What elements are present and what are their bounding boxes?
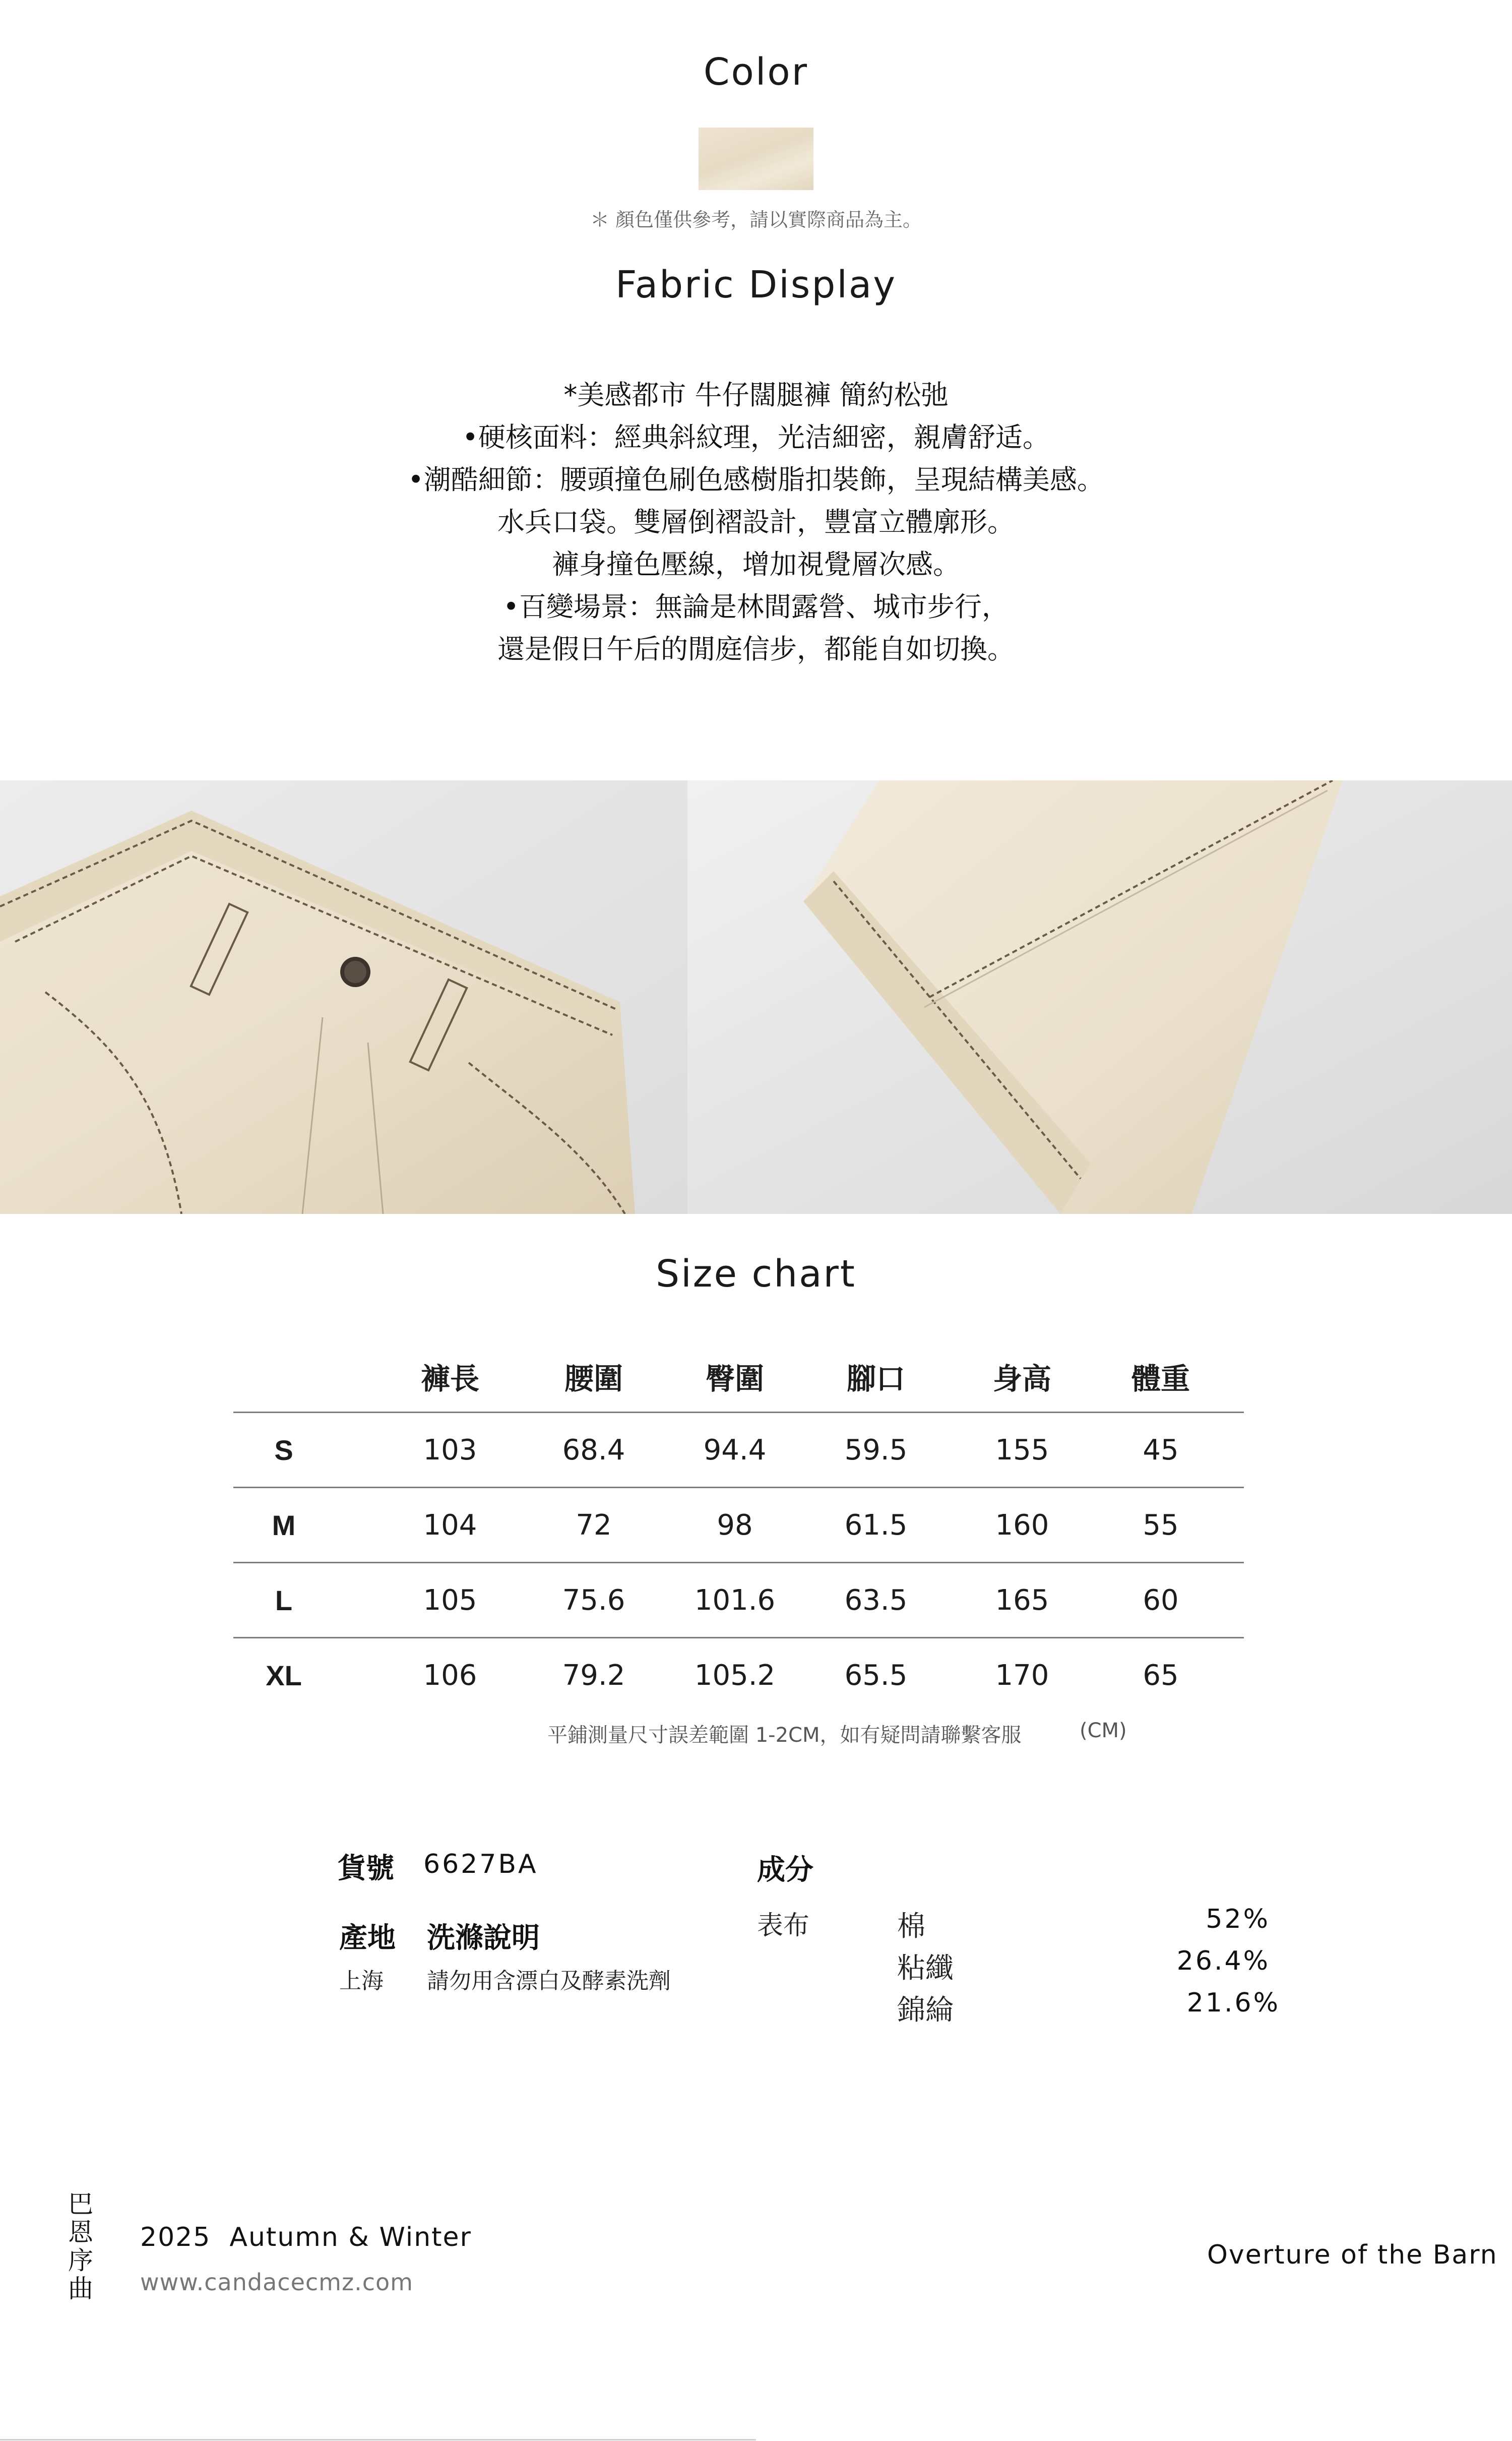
table-cell: 105 [423, 1583, 477, 1617]
column-header: 腳口 [846, 1362, 905, 1396]
material-pct: 21.6% [1186, 1988, 1280, 2018]
size-label: S [274, 1434, 293, 1466]
table-cell: 59.5 [844, 1433, 908, 1467]
table-cell: 94.4 [703, 1433, 767, 1467]
table-row [233, 1562, 1244, 1637]
table-row [233, 1637, 1244, 1712]
table-cell: 165 [995, 1583, 1049, 1617]
table-cell: 106 [423, 1659, 477, 1692]
size-label: L [275, 1584, 293, 1616]
column-header: 身高 [992, 1362, 1051, 1396]
column-header: 臀圍 [705, 1362, 764, 1396]
unit-label: (CM) [1080, 1719, 1127, 1742]
size-table-header [233, 1341, 1244, 1412]
table-cell: 79.2 [562, 1659, 625, 1692]
material-name: 粘纖 [897, 1952, 954, 1985]
origin-label: 產地 [339, 1922, 396, 1955]
column-header: 褲長 [420, 1362, 479, 1396]
bottom-rule [0, 2439, 756, 2440]
fabric-line: •潮酷細節：腰頭撞色刷色感樹脂扣裝飾，呈現結構美感。 [408, 464, 1104, 496]
table-cell: 170 [995, 1659, 1049, 1692]
column-header: 腰圍 [564, 1362, 623, 1396]
table-cell: 65.5 [844, 1659, 908, 1692]
size-label: M [272, 1509, 296, 1541]
material-pct: 52% [1206, 1904, 1270, 1934]
table-cell: 60 [1143, 1583, 1179, 1617]
table-row [233, 1487, 1244, 1562]
material-name: 錦綸 [897, 1994, 954, 2027]
color-swatch [699, 128, 813, 190]
table-cell: 68.4 [562, 1433, 625, 1467]
table-cell: 45 [1143, 1433, 1179, 1467]
color-note: ＊ 顏色僅供參考，請以實際商品為主。 [590, 209, 922, 231]
size-label: XL [266, 1659, 302, 1691]
fabric-description [0, 374, 1512, 670]
waistband-photo [0, 780, 687, 1214]
column-header: 體重 [1131, 1362, 1190, 1396]
table-cell: 104 [423, 1508, 477, 1542]
composition-label: 成分 [757, 1854, 813, 1886]
website-link[interactable]: www.candacecmz.com [140, 2269, 413, 2296]
fabric-line: 水兵口袋。雙層倒褶設計，豐富立體廓形。 [497, 506, 1015, 538]
table-row [233, 1412, 1244, 1487]
color-title: Color [703, 50, 809, 94]
hem-photo [687, 780, 1512, 1214]
table-cell: 75.6 [562, 1583, 625, 1617]
table-cell: 98 [717, 1508, 753, 1542]
size-chart-title: Size chart [656, 1252, 856, 1296]
material-pct: 26.4% [1176, 1946, 1270, 1976]
fabric-part: 表布 [757, 1911, 810, 1941]
fabric-line: *美感都市 牛仔闊腿褲 簡約松弛 [563, 379, 949, 411]
brand-vertical: 巴恩序曲 [64, 2190, 93, 2303]
measurement-note: 平鋪測量尺寸誤差範圍 1-2CM，如有疑問請聯繫客服 [547, 1724, 1022, 1747]
fabric-title: Fabric Display [615, 263, 897, 307]
fabric-line: •硬核面料：經典斜紋理，光洁細密，親膚舒适。 [462, 421, 1050, 453]
table-cell: 103 [423, 1433, 477, 1467]
wash-value: 請勿用含漂白及酵素洗劑 [427, 1968, 671, 1994]
material-name: 棉 [897, 1910, 925, 1943]
wash-label: 洗滌說明 [427, 1922, 540, 1955]
brand-tagline: Overture of the Barn [1207, 2240, 1498, 2270]
table-cell: 160 [995, 1508, 1049, 1542]
season-label: 2025 Autumn & Winter [140, 2222, 472, 2252]
sku-value: 6627BA [423, 1849, 538, 1879]
table-cell: 155 [995, 1433, 1049, 1467]
origin-value: 上海 [339, 1968, 384, 1994]
table-cell: 72 [576, 1508, 612, 1542]
table-cell: 55 [1143, 1508, 1179, 1542]
fabric-line: 褲身撞色壓線，增加視覺層次感。 [552, 548, 960, 580]
table-cell: 65 [1143, 1659, 1179, 1692]
sku-label: 貨號 [338, 1852, 394, 1885]
fabric-line: •百變場景：無論是林間露營、城市步行， [503, 591, 1009, 623]
fabric-line: 還是假日午后的閒庭信步，都能自如切換。 [497, 633, 1015, 665]
table-cell: 63.5 [844, 1583, 908, 1617]
table-cell: 105.2 [694, 1659, 776, 1692]
table-cell: 101.6 [694, 1583, 776, 1617]
table-cell: 61.5 [844, 1508, 908, 1542]
size-table [233, 1341, 1244, 1712]
